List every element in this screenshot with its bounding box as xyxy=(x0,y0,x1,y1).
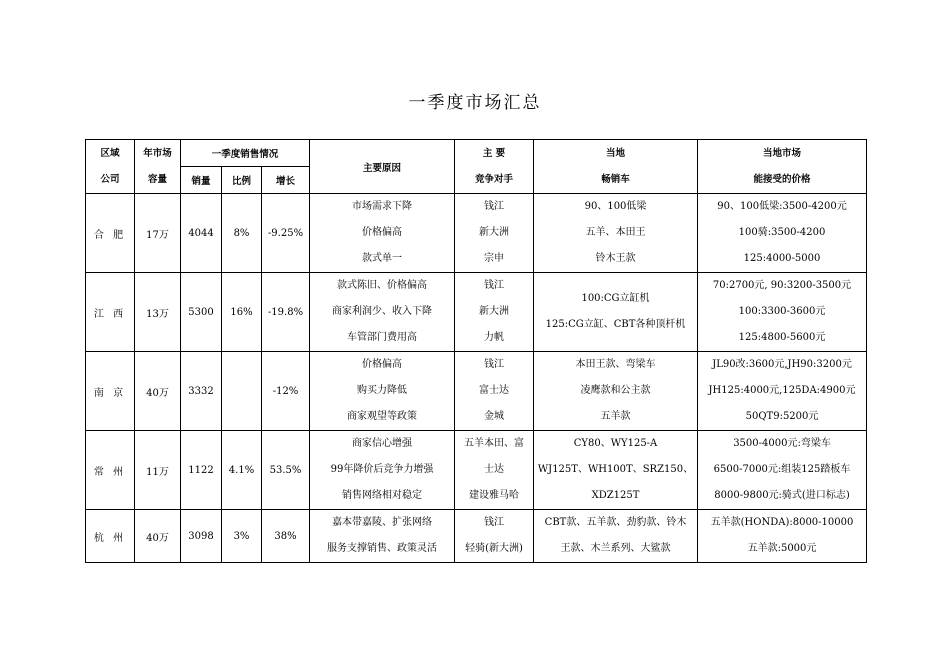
competitor-line: 新大洲 xyxy=(479,306,510,317)
header-region-line-1: 区域 xyxy=(100,147,120,159)
competitor-line: 钱江 xyxy=(484,280,505,291)
reason-line: 购买力降低 xyxy=(357,385,408,396)
cell-growth: -19.8% xyxy=(262,273,310,352)
cell-reasons xyxy=(310,194,455,273)
price-line: 五羊款:5000元 xyxy=(747,543,817,554)
cell-region: 南 京 xyxy=(86,352,135,431)
competitor-line: 宗申 xyxy=(484,253,505,264)
cell-growth: 53.5% xyxy=(262,431,310,510)
bestseller-line: 100:CG立缸机 xyxy=(581,293,650,304)
cell-ratio: 8% xyxy=(222,194,262,273)
cell-volume: 1122 xyxy=(181,431,222,510)
header-price-line-1: 当地市场 xyxy=(763,147,802,159)
reason-line: 市场需求下降 xyxy=(352,201,413,212)
cell-capacity: 17万 xyxy=(135,194,181,273)
price-line: 五羊款(HONDA):8000-10000 xyxy=(710,517,854,528)
cell-volume: 3098 xyxy=(181,510,222,563)
table-row xyxy=(86,431,867,510)
header-bestseller-line-2: 畅销车 xyxy=(601,173,630,185)
cell-competitors xyxy=(455,273,534,352)
cell-reasons xyxy=(310,352,455,431)
reason-line: 车管部门费用高 xyxy=(347,332,418,343)
reason-line: 价格偏高 xyxy=(362,359,403,370)
header-region xyxy=(86,140,135,194)
market-summary-table xyxy=(85,139,867,563)
reason-line: 嘉本带嘉陵、扩张网络 xyxy=(332,517,433,528)
cell-reasons xyxy=(310,273,455,352)
competitor-line: 金城 xyxy=(484,411,505,422)
cell-competitors xyxy=(455,510,534,563)
bestseller-line: 五羊、本田王 xyxy=(585,227,646,238)
reason-line: 商家利润少、收入下降 xyxy=(332,306,433,317)
header-volume: 销量 xyxy=(181,167,222,194)
cell-ratio xyxy=(222,352,262,431)
cell-growth: -9.25% xyxy=(262,194,310,273)
cell-capacity: 40万 xyxy=(135,352,181,431)
cell-competitors xyxy=(455,352,534,431)
table-row xyxy=(86,510,867,563)
bestseller-line: 五羊款 xyxy=(600,411,631,422)
competitor-line: 钱江 xyxy=(484,201,505,212)
header-reasons: 主要原因 xyxy=(310,140,455,194)
reason-line: 款式单一 xyxy=(362,253,403,264)
price-line: 100:3300-3600元 xyxy=(738,306,826,317)
bestseller-line: XDZ125T xyxy=(591,490,640,501)
page-title: 一季度市场汇总 xyxy=(408,93,542,113)
cell-prices xyxy=(698,352,867,431)
header-price-line-2: 能接受的价格 xyxy=(753,173,811,185)
cell-capacity: 40万 xyxy=(135,510,181,563)
cell-growth: -12% xyxy=(262,352,310,431)
bestseller-line: CY80、WY125-A xyxy=(573,438,658,449)
cell-region: 江 西 xyxy=(86,273,135,352)
cell-region: 合 肥 xyxy=(86,194,135,273)
cell-reasons xyxy=(310,431,455,510)
header-ratio: 比例 xyxy=(222,167,262,194)
competitor-line: 轻骑(新大洲) xyxy=(465,543,523,554)
reason-line: 99年降价后竞争力增强 xyxy=(330,464,434,475)
cell-ratio: 16% xyxy=(222,273,262,352)
price-line: 125:4800-5600元 xyxy=(738,332,826,343)
bestseller-line: 铃木王款 xyxy=(595,253,636,264)
cell-prices xyxy=(698,510,867,563)
competitor-line: 钱江 xyxy=(484,359,505,370)
header-competitors-line-1: 主 要 xyxy=(482,147,506,159)
header-price xyxy=(698,140,867,194)
table-row xyxy=(86,273,867,352)
reason-line: 商家观望等政策 xyxy=(347,411,418,422)
header-competitors xyxy=(455,140,534,194)
price-line: 125:4000-5000 xyxy=(743,253,821,264)
cell-competitors xyxy=(455,431,534,510)
cell-prices xyxy=(698,431,867,510)
reason-line: 款式陈旧、价格偏高 xyxy=(337,280,428,291)
price-line: JL90改:3600元,JH90:3200元 xyxy=(712,359,852,370)
cell-competitors xyxy=(455,194,534,273)
price-line: 8000-9800元:骑式(进口标志) xyxy=(714,490,850,501)
competitor-line: 建设雅马哈 xyxy=(469,490,520,501)
cell-capacity: 13万 xyxy=(135,273,181,352)
header-competitors-line-2: 竞争对手 xyxy=(475,173,514,185)
price-line: 90、100低梁:3500-4200元 xyxy=(717,201,847,212)
cell-ratio: 3% xyxy=(222,510,262,563)
bestseller-line: 本田王款、弯梁车 xyxy=(575,359,656,370)
competitor-line: 力帆 xyxy=(484,332,505,343)
bestseller-line: 90、100低梁 xyxy=(584,201,647,212)
cell-volume: 5300 xyxy=(181,273,222,352)
cell-bestsellers xyxy=(534,510,698,563)
cell-prices xyxy=(698,273,867,352)
cell-region: 杭 州 xyxy=(86,510,135,563)
price-line: JH125:4000元,125DA:4900元 xyxy=(708,385,856,396)
price-line: 70:2700元, 90:3200-3500元 xyxy=(712,280,852,291)
reason-line: 服务支撑销售、政策灵活 xyxy=(327,543,438,554)
cell-reasons xyxy=(310,510,455,563)
cell-volume: 4044 xyxy=(181,194,222,273)
cell-prices xyxy=(698,194,867,273)
competitor-line: 钱江 xyxy=(484,517,505,528)
competitor-line: 新大洲 xyxy=(479,227,510,238)
cell-bestsellers xyxy=(534,352,698,431)
table-row xyxy=(86,194,867,273)
competitor-line: 富士达 xyxy=(479,385,510,396)
bestseller-line: 王款、木兰系列、大鲨款 xyxy=(560,543,671,554)
header-region-line-2: 公司 xyxy=(100,173,120,185)
cell-capacity: 11万 xyxy=(135,431,181,510)
reason-line: 价格偏高 xyxy=(362,227,403,238)
header-row-1 xyxy=(86,140,867,167)
bestseller-line: 125:CG立缸、CBT各种顶杆机 xyxy=(545,319,686,330)
bestseller-line: WJ125T、WH100T、SRZ150、 xyxy=(537,464,694,475)
cell-region: 常 州 xyxy=(86,431,135,510)
price-line: 50QT9:5200元 xyxy=(745,411,819,422)
competitor-line: 士达 xyxy=(484,464,505,475)
header-bestseller-line-1: 当地 xyxy=(606,147,626,159)
header-bestseller xyxy=(534,140,698,194)
price-line: 100骑:3500-4200 xyxy=(738,227,826,238)
cell-volume: 3332 xyxy=(181,352,222,431)
header-growth: 增长 xyxy=(262,167,310,194)
bestseller-line: 凌鹰款和公主款 xyxy=(580,385,651,396)
price-line: 3500-4000元:弯梁车 xyxy=(733,438,831,449)
table-row xyxy=(86,352,867,431)
bestseller-line: CBT款、五羊款、劲豹款、铃木 xyxy=(544,517,687,528)
price-line: 6500-7000元:组装125踏板车 xyxy=(713,464,851,475)
header-sales-group: 一季度销售情况 xyxy=(181,140,310,167)
cell-growth: 38% xyxy=(262,510,310,563)
reason-line: 销售网络相对稳定 xyxy=(342,490,423,501)
competitor-line: 五羊本田、富 xyxy=(464,438,525,449)
cell-bestsellers xyxy=(534,273,698,352)
header-capacity-line-1: 年市场 xyxy=(143,147,172,159)
cell-bestsellers xyxy=(534,431,698,510)
cell-bestsellers xyxy=(534,194,698,273)
cell-ratio: 4.1% xyxy=(222,431,262,510)
reason-line: 商家信心增强 xyxy=(352,438,413,449)
header-capacity-line-2: 容量 xyxy=(147,173,167,185)
header-capacity xyxy=(135,140,181,194)
